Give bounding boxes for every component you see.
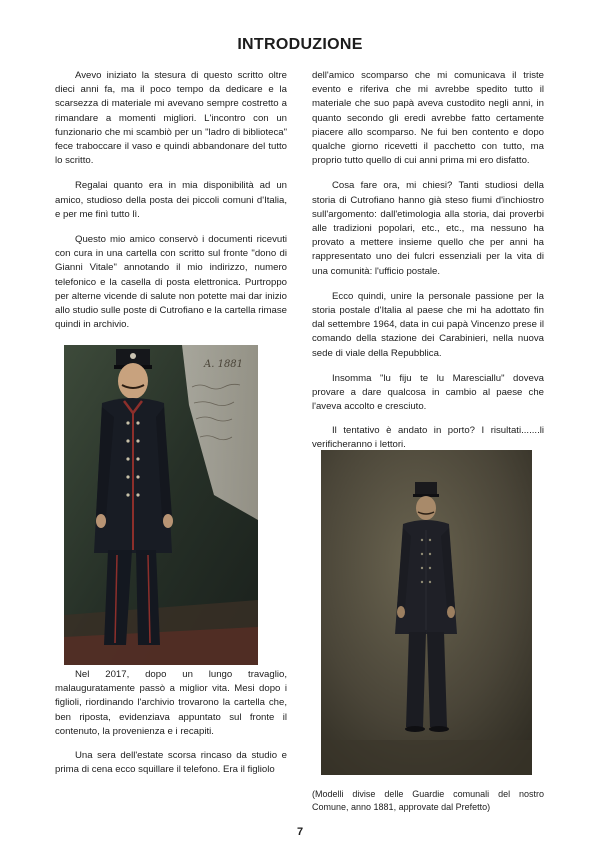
right-column: [312, 69, 544, 425]
paragraph: Una sera dell'estate scorsa rincaso da studio e prima di cena ecco squillare il telefono. Era il figliolo: [55, 750, 287, 776]
paragraph: Regalai quanto era in mia disponibilità ad un amico, studioso della posta dei piccoli comuni d'Italia, e per me finì tutto lì.: [55, 180, 287, 220]
photo-caption: (Modelli divise delle Guardie comunali del nostro Comune, anno 1881, approvate dal Prefetto): [312, 789, 544, 812]
photo-guard-painting: [321, 450, 532, 775]
paragraph: Questo mio amico conservò i documenti ricevuti con cura in una cartella con scritto sul fronte "dono di Gianni Vitale" annotando il mio indirizzo, numero telefonico e la casella di posta elettronica. Purtroppo per alterne vicende di salute non potette mai dar inizio allo studio sulle poste di Cutrofiano e la cartella rimase quindi in archivio.: [55, 234, 287, 331]
paragraph: Il tentativo è andato in porto? I risultati.......li verificheranno i lettori.: [312, 425, 544, 451]
right-column-lower: [312, 424, 544, 452]
photo-inscription: A. 1881: [204, 359, 244, 370]
photo-uniformed-guard-painting: [64, 345, 258, 665]
paragraph: Avevo iniziato la stesura di questo scritto oltre dieci anni fa, ma il poco tempo da dedicare e la scarsezza di materiale mi avevano sempre costretto a rimandare a momenti migliori. L'incontro con un funzionario che mi scambiò per un "ladro di biblioteca" fece traboccare il vaso e quindi abbandonare del tutto lo scritto.: [55, 70, 287, 167]
page-number: 7: [296, 826, 304, 838]
left-column: [55, 69, 287, 343]
page-title: INTRODUZIONE: [237, 36, 363, 53]
paragraph: Nel 2017, dopo un lungo travaglio, malauguratamente passò a miglior vita. Mesi dopo i figlioli, riordinando l'archivio trovarono la cartella che, ben riposta, evidenziava appuntato sul fronte il contenuto, la provenienza e i recapiti.: [55, 669, 287, 737]
paragraph: Ecco quindi, unire la personale passione per la storia postale d'Italia al paese che mi ha adottato fin dal settembre 1964, data in cui papà Vincenzo prese il comando della stazione dei Carabinieri, nella nuova sede di viale della Repubblica.: [312, 290, 544, 359]
left-column-lower: [55, 668, 287, 787]
paragraph: dell'amico scomparso che mi comunicava il triste evento e riferiva che mi avrebbe spedito tutto il materiale che suo papà aveva custodito negli anni, in quanto secondo gli eredi avrebbe fatto certamente piacere allo scomparso. Ne fui ben contento e dopo qualche giorno ricevetti il pacchetto con tutto, ma proprio tutto quello di cui anni prima mi ero disfatto.: [312, 70, 544, 167]
paragraph: Cosa fare ora, mi chiesi? Tanti studiosi della storia di Cutrofiano hanno già steso fiumi d'inchiostro sull'argomento: dall'etimologia alla storia, dai proverbi alle tradizioni popolari, etc., etc., ma nessuno ha provato a mettere insieme quello che per anni ha rappresentato uno dei fulcri essenziali per la vita di una comunità: l'ufficio postale.: [312, 180, 544, 277]
paragraph: Insomma "lu fiju te lu Maresciallu" doveva provare a dare qualcosa in cambio al paese che l'aveva accolto e cresciuto.: [312, 372, 544, 413]
